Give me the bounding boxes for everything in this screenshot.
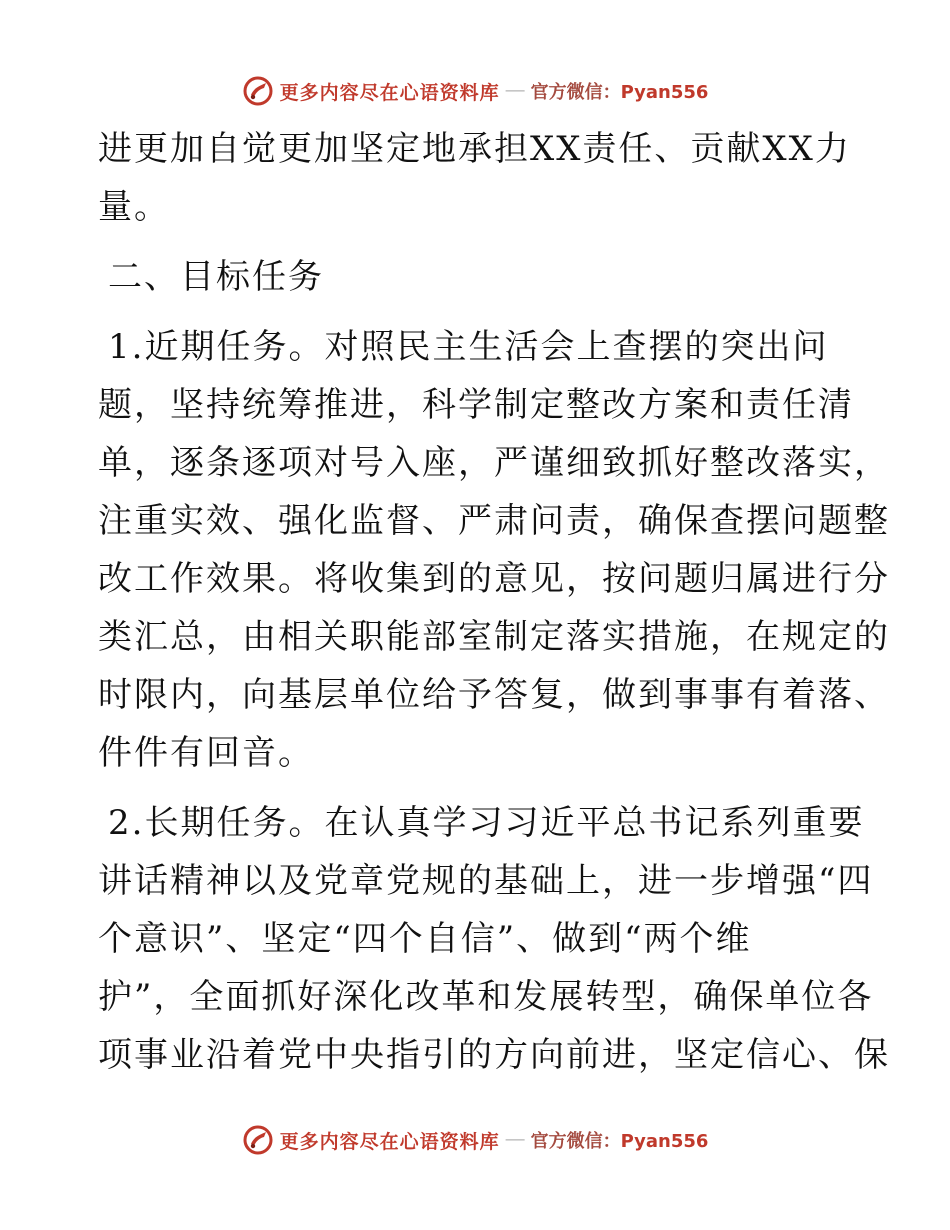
text-line: 类汇总，由相关职能部室制定落实措施，在规定的 (98, 617, 890, 657)
watermark-wechat: Pyan556 (620, 82, 709, 103)
item-2-paragraph (98, 794, 890, 1084)
logo-icon (242, 1124, 274, 1156)
watermark-text: 更多内容尽在心语资料库 (279, 81, 500, 104)
footer-watermark (0, 1120, 950, 1160)
text-line: 注重实效、强化监督、严肃问责，确保查摆问题整 (98, 501, 890, 541)
document-body (98, 120, 890, 1084)
text-line: 2.长期任务。在认真学习习近平总书记系列重要 (108, 803, 865, 843)
text-line: 改工作效果。将收集到的意见，按问题归属进行分 (98, 559, 890, 599)
text-line: 护”，全面抓好深化改革和发展转型，确保单位各 (98, 977, 874, 1017)
header-watermark (0, 71, 950, 111)
section-heading: 二、目标任务 (108, 257, 324, 297)
text-line: 件件有回音。 (98, 733, 314, 773)
text-line: 时限内，向基层单位给予答复，做到事事有着落、 (98, 675, 890, 715)
watermark-contact (531, 1127, 709, 1153)
logo-icon (242, 75, 274, 107)
watermark-wechat: Pyan556 (620, 1131, 709, 1152)
paragraph-continuation (98, 120, 858, 236)
text-line: 量。 (98, 187, 170, 227)
watermark-separator: — (505, 80, 525, 101)
text-line: 个意识”、坚定“四个自信”、做到“两个维 (98, 919, 752, 959)
text-line: 题，坚持统筹推进，科学制定整改方案和责任清 (98, 385, 854, 425)
watermark-label: 官方微信： (530, 82, 621, 103)
text-line: 进更加自觉更加坚定地承担XX责任、贡献XX力 (98, 129, 851, 169)
watermark-contact (531, 78, 709, 104)
text-line: 1.近期任务。对照民主生活会上查摆的突出问 (108, 327, 829, 367)
watermark-text: 更多内容尽在心语资料库 (279, 1130, 500, 1153)
item-1-paragraph (98, 318, 890, 782)
text-line: 单，逐条逐项对号入座，严谨细致抓好整改落实， (98, 443, 890, 483)
text-line: 讲话精神以及党章党规的基础上，进一步增强“四 (98, 861, 874, 901)
watermark-label: 官方微信： (530, 1131, 621, 1152)
text-line: 项事业沿着党中央指引的方向前进，坚定信心、保 (98, 1035, 890, 1075)
watermark-separator: — (505, 1129, 525, 1150)
